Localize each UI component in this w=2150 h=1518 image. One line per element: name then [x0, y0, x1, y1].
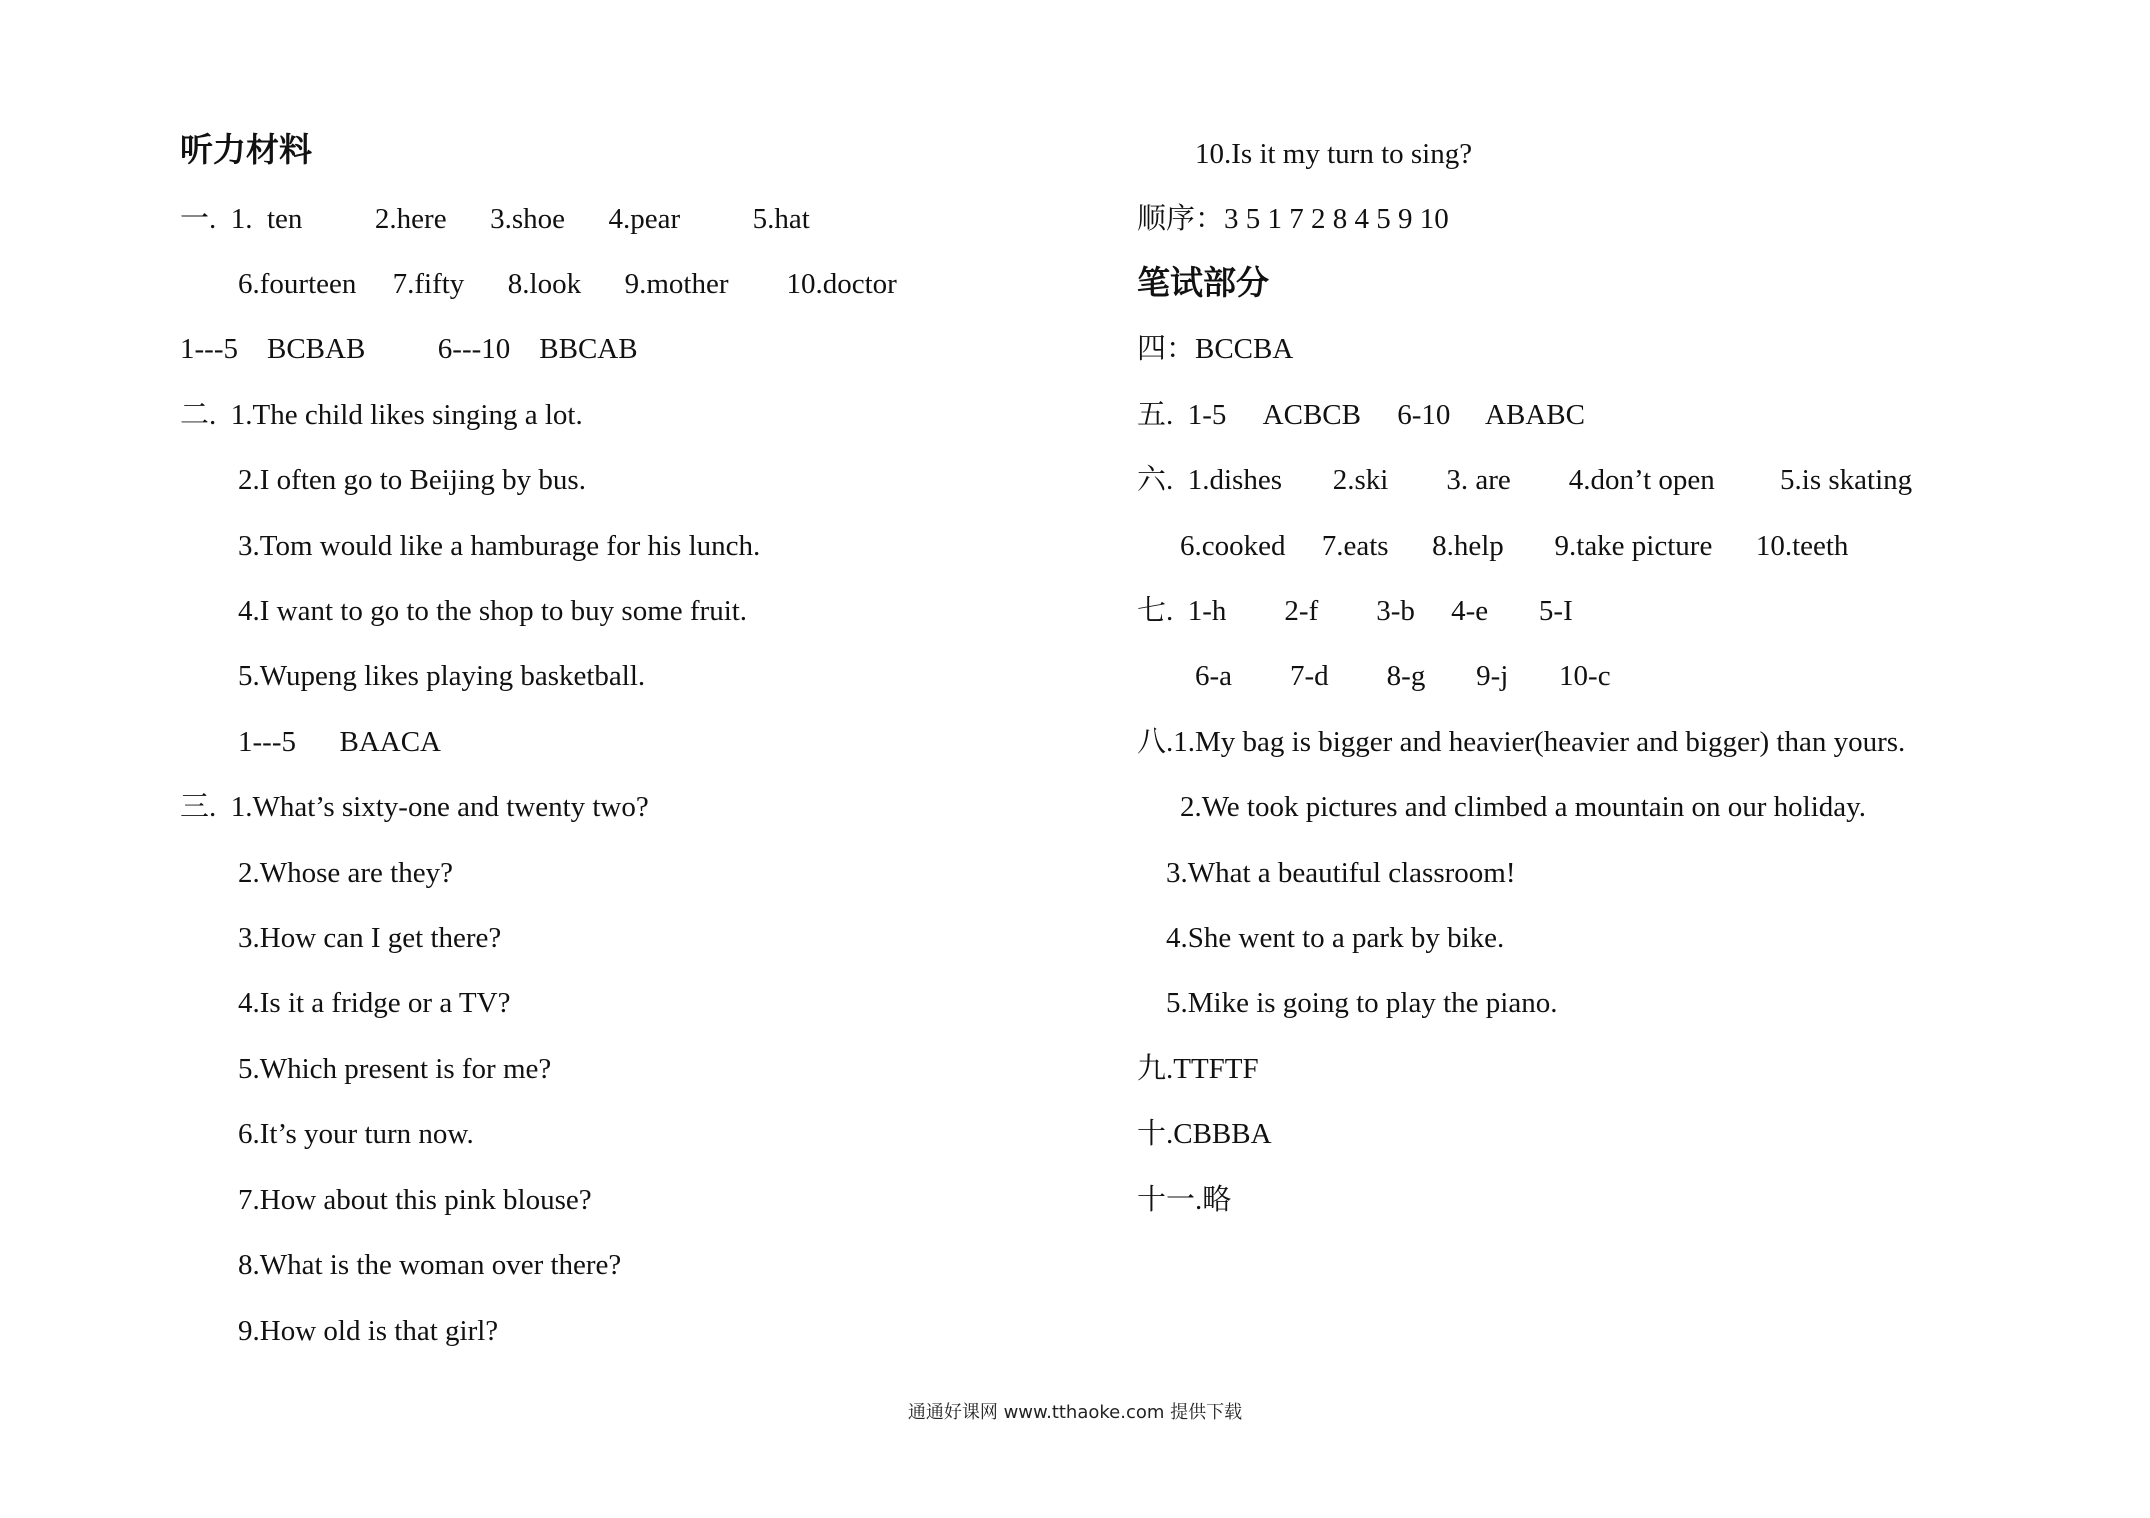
- s7-row1: 七. 1-h 2-f 3-b 4-e 5-I: [1137, 595, 1573, 627]
- s11-answer: 十一.略: [1137, 1184, 1232, 1216]
- s8-sentence-3: 3.What a beautiful classroom!: [1166, 857, 1516, 889]
- s3-question-8: 8.What is the woman over there?: [238, 1249, 622, 1281]
- s2-question-4: 4.I want to go to the shop to buy some fruit.: [238, 595, 748, 627]
- s1-answer: 1---5 BCBAB 6---10 BBCAB: [180, 333, 638, 365]
- s1-words-row1: 一. 1. ten 2.here 3.shoe 4.pear 5.hat: [180, 203, 810, 235]
- listening-heading: 听力材料: [180, 130, 312, 169]
- s8-sentence-5: 5.Mike is going to play the piano.: [1166, 987, 1558, 1019]
- listening-order: 顺序：3 5 1 7 2 8 4 5 9 10: [1137, 203, 1449, 235]
- s6-row2: 6.cooked 7.eats 8.help 9.take picture 10.teeth: [1180, 530, 1849, 562]
- s6-row1: 六. 1.dishes 2.ski 3. are 4.don’t open 5.is skating: [1137, 464, 1913, 496]
- s3-question-1: 三. 1.What’s sixty-one and twenty two?: [180, 791, 649, 823]
- s4-answer: 四：BCCBA: [1137, 333, 1294, 365]
- s3-question-7: 7.How about this pink blouse?: [238, 1184, 592, 1216]
- s2-question-5: 5.Wupeng likes playing basketball.: [238, 660, 646, 692]
- s2-question-1: 二. 1.The child likes singing a lot.: [180, 399, 583, 431]
- s8-sentence-1: 八.1.My bag is bigger and heavier(heavier and bigger) than yours.: [1137, 726, 1906, 758]
- s2-answer: 1---5 BAACA: [238, 726, 441, 758]
- s9-answer: 九.TTFTF: [1137, 1053, 1259, 1085]
- written-heading: 笔试部分: [1137, 263, 1269, 302]
- s10-answer: 十.CBBBA: [1137, 1118, 1272, 1150]
- footer-source: 通通好课网 www.tthaoke.com 提供下载: [907, 1402, 1243, 1423]
- s2-question-2: 2.I often go to Beijing by bus.: [238, 464, 586, 496]
- s3-question-6: 6.It’s your turn now.: [238, 1118, 474, 1150]
- s8-sentence-4: 4.She went to a park by bike.: [1166, 922, 1505, 954]
- s3-question-10: 10.Is it my turn to sing?: [1195, 138, 1473, 170]
- s3-question-5: 5.Which present is for me?: [238, 1053, 552, 1085]
- s3-question-4: 4.Is it a fridge or a TV?: [238, 987, 511, 1019]
- s7-row2: 6-a 7-d 8-g 9-j 10-c: [1195, 660, 1611, 692]
- s3-question-3: 3.How can I get there?: [238, 922, 502, 954]
- s8-sentence-2: 2.We took pictures and climbed a mountain on our holiday.: [1180, 791, 1866, 823]
- s3-question-2: 2.Whose are they?: [238, 857, 453, 889]
- s5-answer: 五. 1-5 ACBCB 6-10 ABABC: [1137, 399, 1585, 431]
- s3-question-9: 9.How old is that girl?: [238, 1315, 499, 1347]
- s1-words-row2: 6.fourteen 7.fifty 8.look 9.mother 10.doctor: [238, 268, 897, 300]
- s2-question-3: 3.Tom would like a hamburage for his lunch.: [238, 530, 761, 562]
